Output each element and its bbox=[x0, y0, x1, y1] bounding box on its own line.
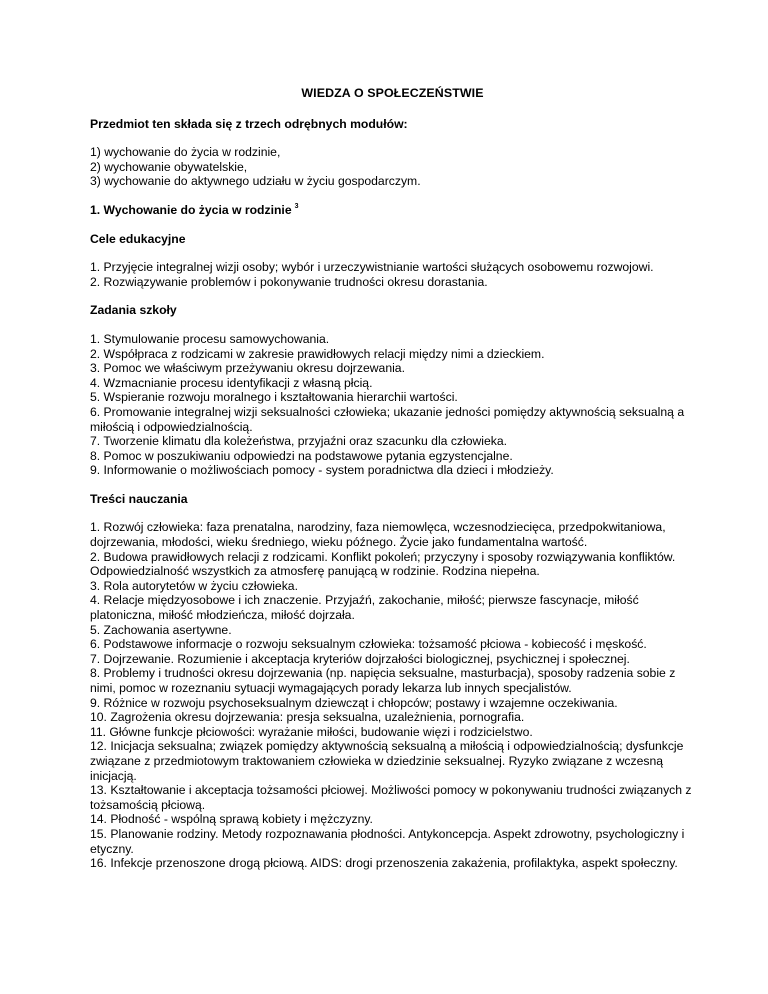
module-item: 3) wychowanie do aktywnego udziału w życiu gospodarczym. bbox=[90, 174, 421, 189]
tasks-heading: Zadania szkoły bbox=[90, 303, 177, 318]
task-item: 1. Stymulowanie procesu samowychowania. bbox=[90, 331, 330, 346]
goal-item: 1. Przyjęcie integralnej wizji osoby; wybór i urzeczywistnianie wartości służących osobowemu rozwojowi. bbox=[90, 260, 654, 275]
content-list bbox=[90, 520, 695, 870]
section-heading bbox=[90, 203, 695, 218]
content-item: 5. Zachowania asertywne. bbox=[90, 622, 232, 637]
tasks-list bbox=[90, 332, 695, 478]
task-item: 2. Współpraca z rodzicami w zakresie prawidłowych relacji między nimi a dzieckiem. bbox=[90, 346, 545, 361]
goals-heading: Cele edukacyjne bbox=[90, 231, 186, 246]
content-item: 16. Infekcje przenoszone drogą płciową. AIDS: drogi przenoszenia zakażenia, profilaktyka, aspekt społeczny. bbox=[90, 856, 678, 871]
content-item: 2. Budowa prawidłowych relacji z rodzicami. Konflikt pokoleń; przyczyny i sposoby rozwiązywania konfliktów. Odpowiedzialność wszystkich za atmosferę panującą w rodzinie. Rodzina niepełna. bbox=[90, 549, 676, 579]
content-item: 15. Planowanie rodziny. Metody rozpoznawania płodności. Antykoncepcja. Aspekt zdrowotny, psychologiczny i etyczny. bbox=[90, 826, 685, 856]
goal-item: 2. Rozwiązywanie problemów i pokonywanie trudności okresu dorastania. bbox=[90, 274, 488, 289]
document-title: WIEDZA O SPOŁECZEŃSTWIE bbox=[301, 86, 484, 100]
content-item: 1. Rozwój człowieka: faza prenatalna, narodziny, faza niemowlęca, wczesnodziecięca, przedpokwitaniowa, dojrzewania, młodości, wieku średniego, wieku późnego. Życie jako fundamentalna wartość. bbox=[90, 520, 666, 550]
footnote-mark: 3 bbox=[294, 202, 299, 210]
section-heading-text: 1. Wychowanie do życia w rodzinie bbox=[90, 202, 292, 217]
task-item: 9. Informowanie o możliwościach pomocy - system poradnictwa dla dzieci i młodzieży. bbox=[90, 463, 554, 478]
content-item: 6. Podstawowe informacje o rozwoju seksualnym człowieka: tożsamość płciowa - kobiecość i męskość. bbox=[90, 637, 647, 652]
task-item: 7. Tworzenie klimatu dla koleżeństwa, przyjaźni oraz szacunku dla człowieka. bbox=[90, 434, 508, 449]
module-item: 1) wychowanie do życia w rodzinie, bbox=[90, 145, 281, 160]
content-item: 4. Relacje międzyosobowe i ich znaczenie. Przyjaźń, zakochanie, miłość; pierwsze fascynacje, miłość platoniczna, miłość młodzieńcza, miłość dojrzała. bbox=[90, 593, 639, 623]
task-item: 6. Promowanie integralnej wizji seksualności człowieka; ukazanie jedności pomiędzy aktywnością seksualną a miłością i odpowiedzialnością. bbox=[90, 404, 685, 434]
content-item: 9. Różnice w rozwoju psychoseksualnym dziewcząt i chłopców; postawy i wzajemne oczekiwania. bbox=[90, 695, 618, 710]
task-item: 4. Wzmacnianie procesu identyfikacji z własną płcią. bbox=[90, 375, 373, 390]
content-item: 8. Problemy i trudności okresu dojrzewania (np. napięcia seksualne, masturbacja), sposoby radzenia sobie z nimi, pomoc w rozeznaniu sytuacji wymagających porady lekarza lub innych specjalistów. bbox=[90, 666, 676, 695]
task-item: 8. Pomoc w poszukiwaniu odpowiedzi na podstawowe pytania egzystencjalne. bbox=[90, 448, 513, 463]
content-item: 10. Zagrożenia okresu dojrzewania: presja seksualna, uzależnienia, pornografia. bbox=[90, 710, 525, 725]
modules-list bbox=[90, 145, 695, 189]
content-item: 14. Płodność - wspólną sprawą kobiety i mężczyzny. bbox=[90, 812, 373, 827]
content-item: 12. Inicjacja seksualna; związek pomiędzy aktywnością seksualną a miłością i odpowiedzialnością; dysfunkcje związane z przedmiotowym traktowaniem człowieka w dziedzinie seksualnej. Ryzyko związane z wczesną inicjacją. bbox=[90, 739, 684, 783]
content-item: 3. Rola autorytetów w życiu człowieka. bbox=[90, 578, 298, 593]
task-item: 3. Pomoc we właściwym przeżywaniu okresu dojrzewania. bbox=[90, 361, 405, 376]
task-item: 5. Wspieranie rozwoju moralnego i kształtowania hierarchii wartości. bbox=[90, 390, 458, 405]
content-item: 7. Dojrzewanie. Rozumienie i akceptacja kryteriów dojrzałości biologicznej, psychicznej i społecznej. bbox=[90, 651, 630, 666]
content-heading: Treści nauczania bbox=[90, 491, 188, 506]
document-page bbox=[90, 86, 695, 871]
goals-list bbox=[90, 260, 695, 289]
content-item: 11. Główne funkcje płciowości: wyrażanie miłości, budowanie więzi i rodzicielstwo. bbox=[90, 724, 533, 739]
module-item: 2) wychowanie obywatelskie, bbox=[90, 159, 248, 174]
intro-heading: Przedmiot ten składa się z trzech odrębnych modułów: bbox=[90, 116, 408, 131]
content-item: 13. Kształtowanie i akceptacja tożsamości płciowej. Możliwości pomocy w pokonywaniu trudności związanych z tożsamością płciową. bbox=[90, 783, 692, 812]
